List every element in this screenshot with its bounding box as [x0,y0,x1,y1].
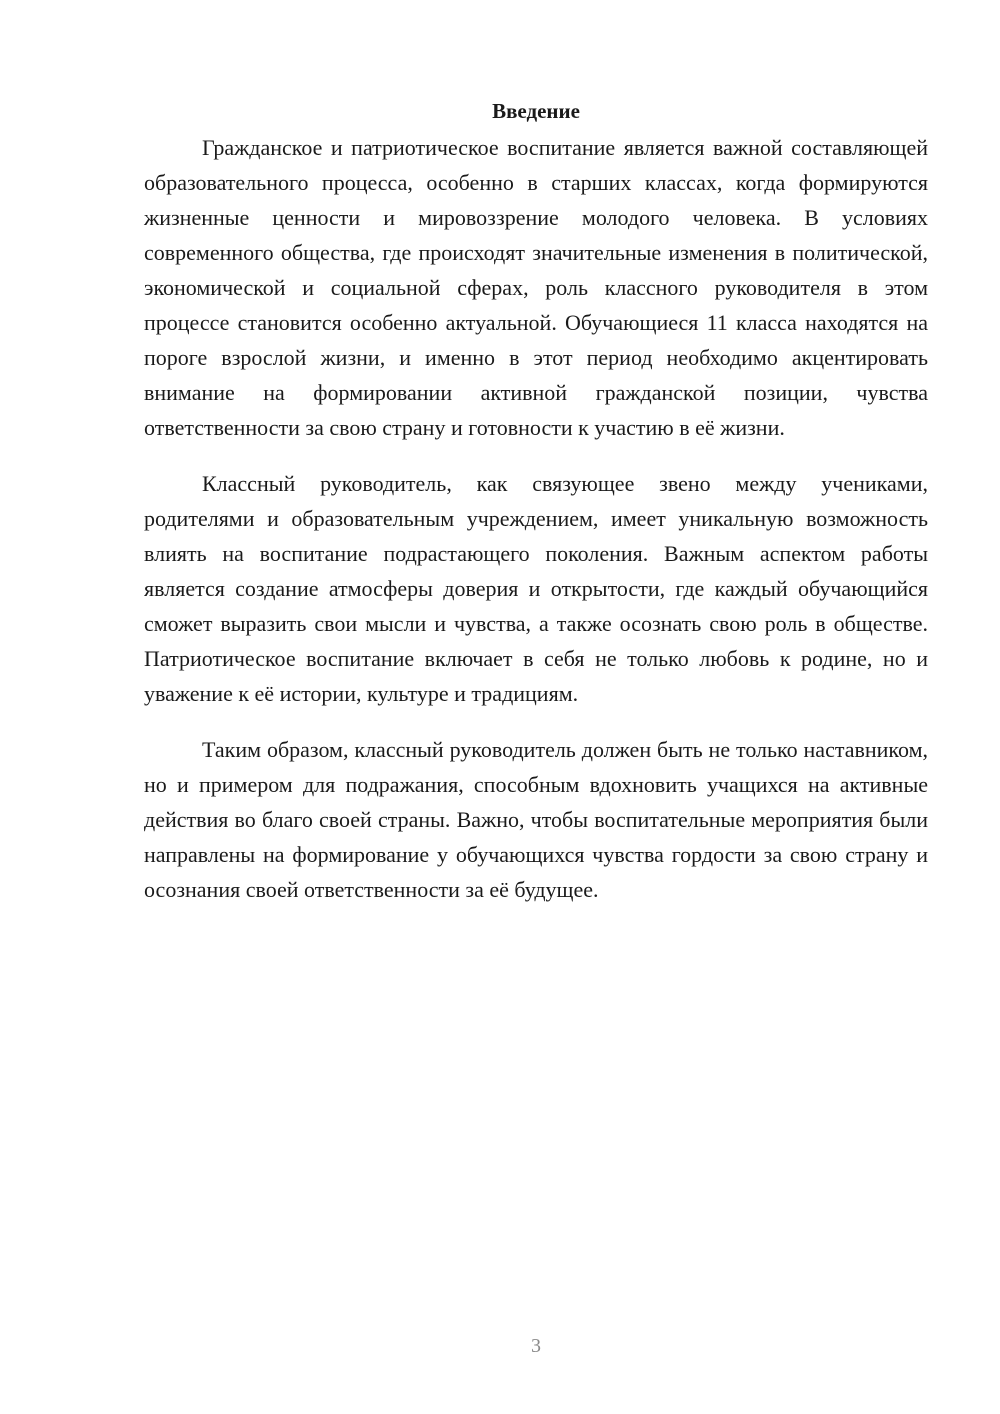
paragraph-3: Таким образом, классный руководитель должен быть не только наставником, но и примером для подражания, способным вдохновить учащихся на активные действия во благо своей страны. Важно, чтобы воспитательные мероприятия были направлены на формирование у обучающихся чувства гордости за свою страну и осознания своей ответственности за её будущее. [144,737,928,902]
section-title: Введение [492,99,580,123]
page-content [144,92,928,928]
paragraph-2: Классный руководитель, как связующее звено между учениками, родителями и образовательным учреждением, имеет уникальную возможность влиять на воспитание подрастающего поколения. Важным аспектом работы является создание атмосферы доверия и открытости, где каждый обучающийся сможет выразить свои мысли и чувства, а также осознать свою роль в обществе. Патриотическое воспитание включает в себя не только любовь к родине, но и уважение к её истории, культуре и традициям. [144,471,928,706]
page-number: 3 [531,1335,541,1357]
paragraph-1: Гражданское и патриотическое воспитание является важной составляющей образовательного процесса, особенно в старших классах, когда формируются жизненные ценности и мировоззрение молодого человека. В условиях современного общества, где происходят значительные изменения в политической, экономической и социальной сферах, роль классного руководителя в этом процессе становится особенно актуальной. Обучающиеся 11 класса находятся на пороге взрослой жизни, и именно в этот период необходимо акцентировать внимание на формировании активной гражданской позиции, чувства ответственности за свою страну и готовности к участию в её жизни. [144,135,928,440]
